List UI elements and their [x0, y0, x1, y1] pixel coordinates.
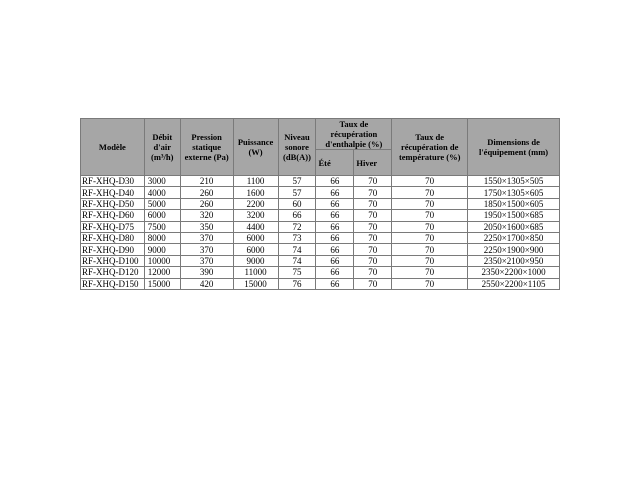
table-row — [81, 267, 560, 278]
cell-winter: 70 — [354, 198, 392, 209]
cell-dimensions: 2350×2200×1000 — [468, 267, 560, 278]
cell-dimensions: 1750×1305×605 — [468, 187, 560, 198]
table-row — [81, 187, 560, 198]
cell-model: RF-XHQ-D150 — [81, 278, 145, 289]
cell-dimensions: 2350×2100×950 — [468, 255, 560, 266]
cell-airflow: 12000 — [144, 267, 180, 278]
cell-winter: 70 — [354, 187, 392, 198]
cell-dimensions: 2250×1700×850 — [468, 232, 560, 243]
header-enthalpy-group: Taux de récupération d'enthalpie (%) — [316, 119, 392, 150]
cell-power: 4400 — [233, 221, 278, 232]
cell-pressure: 420 — [180, 278, 233, 289]
cell-summer: 66 — [316, 255, 354, 266]
cell-model: RF-XHQ-D30 — [81, 176, 145, 187]
cell-pressure: 210 — [180, 176, 233, 187]
cell-pressure: 260 — [180, 198, 233, 209]
cell-dimensions: 2550×2200×1105 — [468, 278, 560, 289]
header-dimensions: Dimensions de l'équipement (mm) — [468, 119, 560, 176]
cell-winter: 70 — [354, 176, 392, 187]
cell-noise: 60 — [278, 198, 316, 209]
cell-temperature-recovery: 70 — [392, 244, 468, 255]
table-row — [81, 198, 560, 209]
cell-power: 9000 — [233, 255, 278, 266]
cell-airflow: 5000 — [144, 198, 180, 209]
cell-power: 1100 — [233, 176, 278, 187]
cell-model: RF-XHQ-D40 — [81, 187, 145, 198]
cell-summer: 66 — [316, 187, 354, 198]
cell-temperature-recovery: 70 — [392, 267, 468, 278]
cell-dimensions: 2250×1900×900 — [468, 244, 560, 255]
cell-power: 2200 — [233, 198, 278, 209]
cell-airflow: 4000 — [144, 187, 180, 198]
cell-winter: 70 — [354, 244, 392, 255]
cell-temperature-recovery: 70 — [392, 210, 468, 221]
cell-airflow: 10000 — [144, 255, 180, 266]
cell-winter: 70 — [354, 267, 392, 278]
header-power: Puissance (W) — [233, 119, 278, 176]
cell-summer: 66 — [316, 267, 354, 278]
cell-pressure: 370 — [180, 232, 233, 243]
cell-model: RF-XHQ-D80 — [81, 232, 145, 243]
cell-winter: 70 — [354, 232, 392, 243]
cell-summer: 66 — [316, 232, 354, 243]
cell-power: 1600 — [233, 187, 278, 198]
cell-winter: 70 — [354, 278, 392, 289]
cell-noise: 66 — [278, 210, 316, 221]
cell-model: RF-XHQ-D75 — [81, 221, 145, 232]
cell-airflow: 9000 — [144, 244, 180, 255]
cell-temperature-recovery: 70 — [392, 278, 468, 289]
cell-dimensions: 2050×1600×685 — [468, 221, 560, 232]
specifications-table — [80, 118, 560, 290]
cell-power: 6000 — [233, 232, 278, 243]
header-pressure: Pression statique externe (Pa) — [180, 119, 233, 176]
cell-temperature-recovery: 70 — [392, 255, 468, 266]
cell-pressure: 370 — [180, 255, 233, 266]
cell-temperature-recovery: 70 — [392, 198, 468, 209]
cell-airflow: 15000 — [144, 278, 180, 289]
table-row — [81, 221, 560, 232]
cell-model: RF-XHQ-D60 — [81, 210, 145, 221]
cell-dimensions: 1550×1305×505 — [468, 176, 560, 187]
table-row — [81, 210, 560, 221]
cell-summer: 66 — [316, 198, 354, 209]
cell-model: RF-XHQ-D90 — [81, 244, 145, 255]
cell-model: RF-XHQ-D100 — [81, 255, 145, 266]
header-row — [81, 119, 560, 150]
cell-model: RF-XHQ-D50 — [81, 198, 145, 209]
cell-noise: 76 — [278, 278, 316, 289]
cell-summer: 66 — [316, 278, 354, 289]
table-header — [81, 119, 560, 176]
cell-temperature-recovery: 70 — [392, 221, 468, 232]
header-noise: Niveau sonore (dB(A)) — [278, 119, 316, 176]
cell-model: RF-XHQ-D120 — [81, 267, 145, 278]
cell-winter: 70 — [354, 221, 392, 232]
header-airflow: Débit d'air (m³/h) — [144, 119, 180, 176]
cell-airflow: 7500 — [144, 221, 180, 232]
cell-noise: 73 — [278, 232, 316, 243]
cell-noise: 74 — [278, 255, 316, 266]
cell-power: 3200 — [233, 210, 278, 221]
cell-dimensions: 1950×1500×685 — [468, 210, 560, 221]
cell-pressure: 350 — [180, 221, 233, 232]
cell-summer: 66 — [316, 244, 354, 255]
header-model: Modèle — [81, 119, 145, 176]
table-row — [81, 244, 560, 255]
cell-temperature-recovery: 70 — [392, 232, 468, 243]
cell-airflow: 6000 — [144, 210, 180, 221]
cell-power: 6000 — [233, 244, 278, 255]
header-summer: Été — [316, 150, 354, 176]
cell-pressure: 370 — [180, 244, 233, 255]
cell-summer: 66 — [316, 221, 354, 232]
cell-temperature-recovery: 70 — [392, 176, 468, 187]
table-row — [81, 176, 560, 187]
cell-airflow: 8000 — [144, 232, 180, 243]
cell-dimensions: 1850×1500×605 — [468, 198, 560, 209]
table-row — [81, 278, 560, 289]
cell-summer: 66 — [316, 176, 354, 187]
table-row — [81, 232, 560, 243]
cell-pressure: 390 — [180, 267, 233, 278]
cell-noise: 75 — [278, 267, 316, 278]
cell-noise: 57 — [278, 176, 316, 187]
cell-noise: 72 — [278, 221, 316, 232]
cell-airflow: 3000 — [144, 176, 180, 187]
cell-pressure: 260 — [180, 187, 233, 198]
cell-pressure: 320 — [180, 210, 233, 221]
cell-noise: 74 — [278, 244, 316, 255]
cell-noise: 57 — [278, 187, 316, 198]
cell-winter: 70 — [354, 210, 392, 221]
cell-temperature-recovery: 70 — [392, 187, 468, 198]
header-temperature-recovery: Taux de récupération de température (%) — [392, 119, 468, 176]
cell-winter: 70 — [354, 255, 392, 266]
table-body — [81, 176, 560, 290]
header-winter: Hiver — [354, 150, 392, 176]
cell-summer: 66 — [316, 210, 354, 221]
cell-power: 15000 — [233, 278, 278, 289]
cell-power: 11000 — [233, 267, 278, 278]
table-row — [81, 255, 560, 266]
